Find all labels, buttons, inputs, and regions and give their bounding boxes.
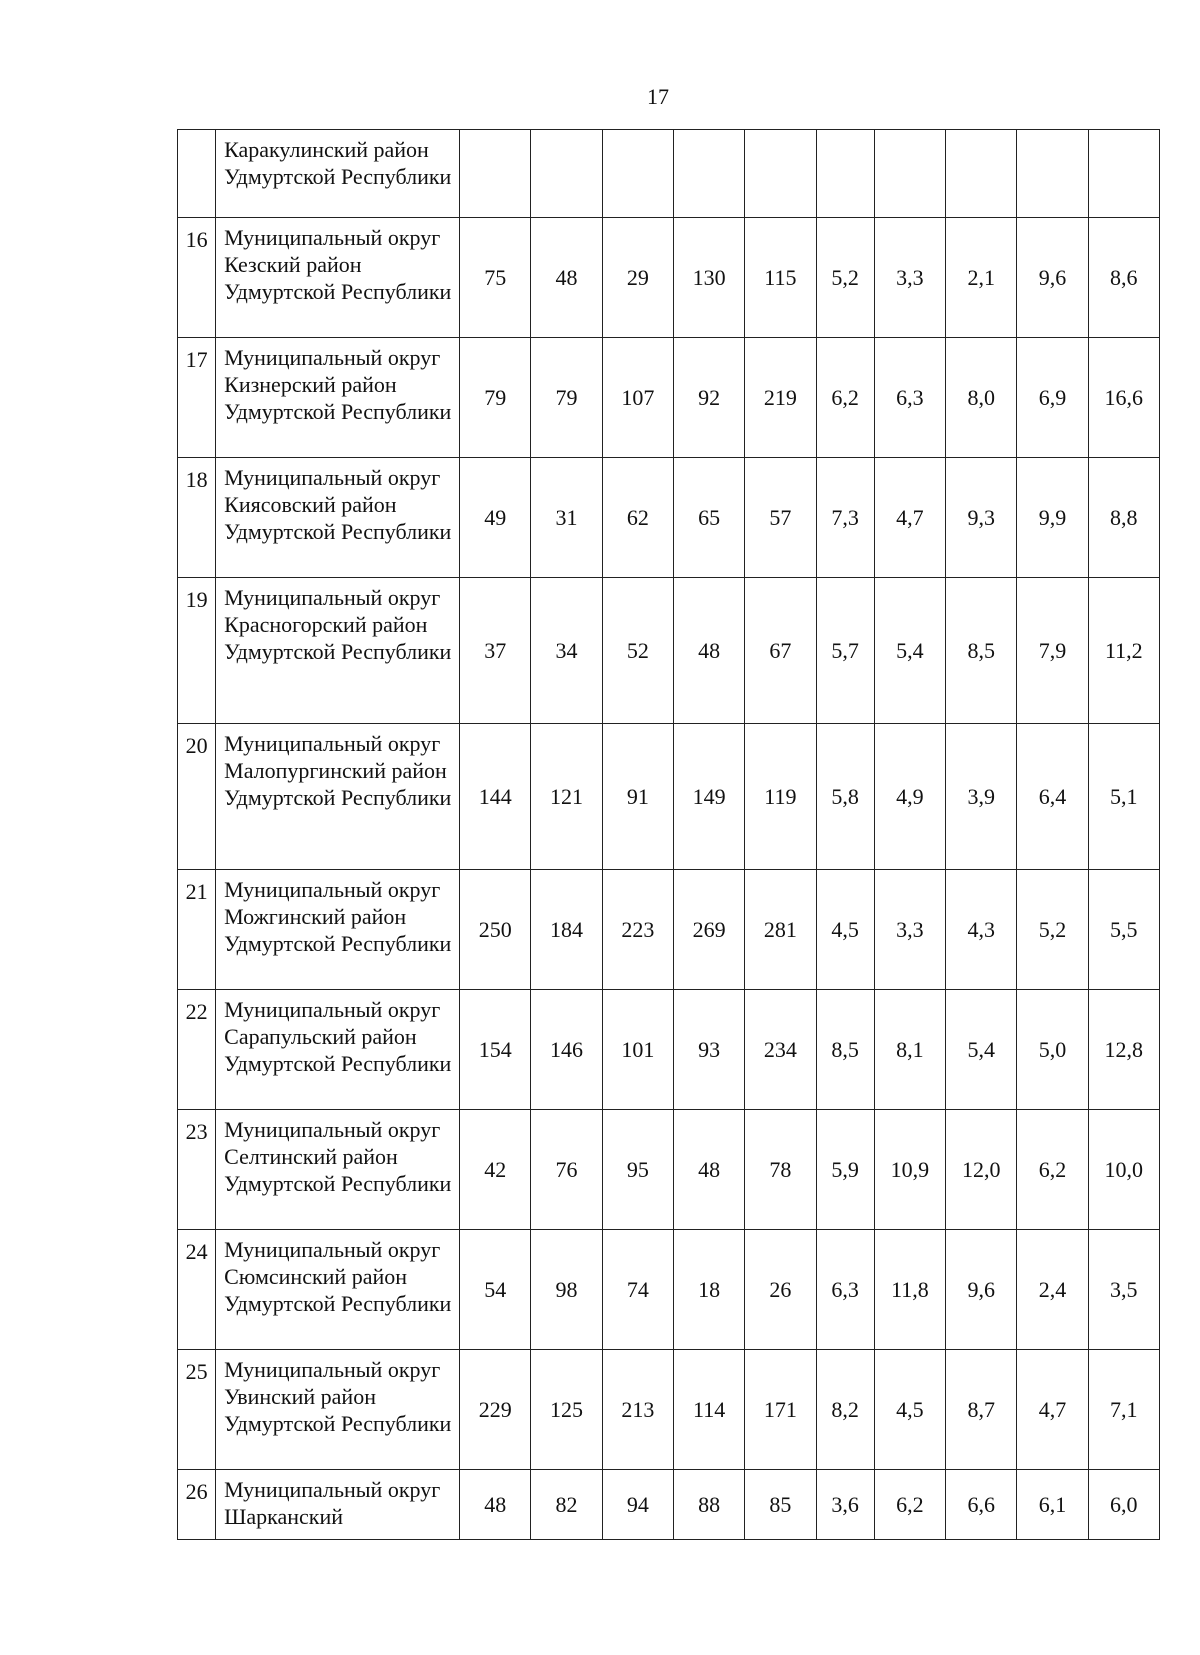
value-cell: 154 — [460, 990, 531, 1110]
value-cell: 3,6 — [816, 1470, 874, 1540]
value-cell: 6,6 — [946, 1470, 1017, 1540]
value-cell: 8,1 — [874, 990, 945, 1110]
value-cell: 5,2 — [1017, 870, 1088, 990]
value-cell — [602, 130, 673, 218]
municipality-name: Муниципальный округ Киясовский район Удмуртской Республики — [216, 458, 460, 578]
value-cell: 11,8 — [874, 1230, 945, 1350]
table-row — [178, 1470, 1160, 1540]
row-number: 20 — [178, 724, 216, 870]
value-cell: 6,3 — [816, 1230, 874, 1350]
value-cell: 107 — [602, 338, 673, 458]
value-cell: 119 — [745, 724, 816, 870]
municipality-name: Муниципальный округ Красногорский район Удмуртской Республики — [216, 578, 460, 724]
table-row — [178, 218, 1160, 338]
value-cell — [1017, 130, 1088, 218]
value-cell: 5,8 — [816, 724, 874, 870]
value-cell: 5,4 — [946, 990, 1017, 1110]
value-cell: 213 — [602, 1350, 673, 1470]
value-cell: 42 — [460, 1110, 531, 1230]
value-cell: 5,0 — [1017, 990, 1088, 1110]
value-cell: 115 — [745, 218, 816, 338]
value-cell: 4,7 — [1017, 1350, 1088, 1470]
value-cell: 4,7 — [874, 458, 945, 578]
value-cell: 85 — [745, 1470, 816, 1540]
value-cell: 4,3 — [946, 870, 1017, 990]
value-cell — [1088, 130, 1159, 218]
value-cell: 57 — [745, 458, 816, 578]
value-cell: 95 — [602, 1110, 673, 1230]
value-cell: 5,7 — [816, 578, 874, 724]
value-cell: 18 — [673, 1230, 744, 1350]
municipality-name: Муниципальный округ Сарапульский район Удмуртской Республики — [216, 990, 460, 1110]
table-row — [178, 458, 1160, 578]
value-cell: 74 — [602, 1230, 673, 1350]
value-cell: 93 — [673, 990, 744, 1110]
value-cell — [531, 130, 602, 218]
value-cell: 6,1 — [1017, 1470, 1088, 1540]
value-cell: 8,7 — [946, 1350, 1017, 1470]
municipality-name: Муниципальный округ Селтинский район Удмуртской Республики — [216, 1110, 460, 1230]
value-cell: 8,5 — [946, 578, 1017, 724]
municipality-name: Муниципальный округ Увинский район Удмуртской Республики — [216, 1350, 460, 1470]
value-cell: 269 — [673, 870, 744, 990]
table-row — [178, 870, 1160, 990]
value-cell: 11,2 — [1088, 578, 1159, 724]
value-cell: 31 — [531, 458, 602, 578]
value-cell: 48 — [673, 578, 744, 724]
value-cell: 91 — [602, 724, 673, 870]
table-row — [178, 1350, 1160, 1470]
value-cell: 5,1 — [1088, 724, 1159, 870]
row-number: 24 — [178, 1230, 216, 1350]
value-cell: 184 — [531, 870, 602, 990]
value-cell: 75 — [460, 218, 531, 338]
value-cell: 8,5 — [816, 990, 874, 1110]
value-cell: 5,4 — [874, 578, 945, 724]
value-cell: 8,0 — [946, 338, 1017, 458]
value-cell: 6,3 — [874, 338, 945, 458]
table-body — [178, 130, 1160, 1540]
value-cell: 6,0 — [1088, 1470, 1159, 1540]
row-number: 19 — [178, 578, 216, 724]
value-cell: 121 — [531, 724, 602, 870]
value-cell: 114 — [673, 1350, 744, 1470]
value-cell: 6,9 — [1017, 338, 1088, 458]
municipality-name: Муниципальный округ Кизнерский район Удмуртской Республики — [216, 338, 460, 458]
value-cell: 62 — [602, 458, 673, 578]
value-cell — [745, 130, 816, 218]
value-cell: 125 — [531, 1350, 602, 1470]
table-row — [178, 1110, 1160, 1230]
value-cell: 48 — [460, 1470, 531, 1540]
value-cell: 3,3 — [874, 218, 945, 338]
row-number: 25 — [178, 1350, 216, 1470]
value-cell: 144 — [460, 724, 531, 870]
value-cell — [460, 130, 531, 218]
value-cell: 5,9 — [816, 1110, 874, 1230]
value-cell: 12,0 — [946, 1110, 1017, 1230]
value-cell: 3,9 — [946, 724, 1017, 870]
value-cell: 9,6 — [946, 1230, 1017, 1350]
table-row — [178, 1230, 1160, 1350]
value-cell: 48 — [673, 1110, 744, 1230]
value-cell: 6,2 — [874, 1470, 945, 1540]
page-number: 17 — [647, 84, 669, 109]
value-cell: 92 — [673, 338, 744, 458]
municipality-name: Муниципальный округ Малопургинский район Удмуртской Республики — [216, 724, 460, 870]
value-cell: 88 — [673, 1470, 744, 1540]
table-row — [178, 130, 1160, 218]
row-number: 22 — [178, 990, 216, 1110]
value-cell: 229 — [460, 1350, 531, 1470]
row-number: 16 — [178, 218, 216, 338]
value-cell: 8,8 — [1088, 458, 1159, 578]
value-cell: 79 — [460, 338, 531, 458]
value-cell: 5,2 — [816, 218, 874, 338]
municipality-name: Каракулинский район Удмуртской Республики — [216, 130, 460, 218]
value-cell: 7,9 — [1017, 578, 1088, 724]
value-cell: 49 — [460, 458, 531, 578]
value-cell: 5,5 — [1088, 870, 1159, 990]
value-cell: 98 — [531, 1230, 602, 1350]
value-cell: 65 — [673, 458, 744, 578]
value-cell: 4,5 — [816, 870, 874, 990]
value-cell: 94 — [602, 1470, 673, 1540]
value-cell: 8,6 — [1088, 218, 1159, 338]
value-cell: 12,8 — [1088, 990, 1159, 1110]
value-cell: 9,6 — [1017, 218, 1088, 338]
value-cell: 6,2 — [1017, 1110, 1088, 1230]
value-cell: 52 — [602, 578, 673, 724]
value-cell: 2,4 — [1017, 1230, 1088, 1350]
row-number — [178, 130, 216, 218]
value-cell: 34 — [531, 578, 602, 724]
value-cell: 223 — [602, 870, 673, 990]
value-cell: 10,9 — [874, 1110, 945, 1230]
value-cell — [946, 130, 1017, 218]
value-cell: 76 — [531, 1110, 602, 1230]
value-cell: 171 — [745, 1350, 816, 1470]
value-cell: 3,3 — [874, 870, 945, 990]
row-number: 26 — [178, 1470, 216, 1540]
row-number: 18 — [178, 458, 216, 578]
municipality-name: Муниципальный округ Шарканский — [216, 1470, 460, 1540]
table-row — [178, 338, 1160, 458]
value-cell: 2,1 — [946, 218, 1017, 338]
value-cell: 10,0 — [1088, 1110, 1159, 1230]
municipality-name: Муниципальный округ Можгинский район Удмуртской Республики — [216, 870, 460, 990]
value-cell: 78 — [745, 1110, 816, 1230]
value-cell: 29 — [602, 218, 673, 338]
value-cell: 16,6 — [1088, 338, 1159, 458]
value-cell — [816, 130, 874, 218]
value-cell: 281 — [745, 870, 816, 990]
value-cell: 4,9 — [874, 724, 945, 870]
value-cell: 48 — [531, 218, 602, 338]
table-row — [178, 578, 1160, 724]
value-cell: 3,5 — [1088, 1230, 1159, 1350]
row-number: 21 — [178, 870, 216, 990]
value-cell: 149 — [673, 724, 744, 870]
value-cell: 101 — [602, 990, 673, 1110]
value-cell: 234 — [745, 990, 816, 1110]
value-cell: 6,4 — [1017, 724, 1088, 870]
row-number: 17 — [178, 338, 216, 458]
value-cell: 82 — [531, 1470, 602, 1540]
value-cell: 6,2 — [816, 338, 874, 458]
table-row — [178, 724, 1160, 870]
value-cell: 4,5 — [874, 1350, 945, 1470]
value-cell: 250 — [460, 870, 531, 990]
value-cell: 130 — [673, 218, 744, 338]
value-cell — [673, 130, 744, 218]
value-cell: 79 — [531, 338, 602, 458]
municipality-name: Муниципальный округ Сюмсинский район Удмуртской Республики — [216, 1230, 460, 1350]
value-cell: 9,9 — [1017, 458, 1088, 578]
value-cell: 7,1 — [1088, 1350, 1159, 1470]
row-number: 23 — [178, 1110, 216, 1230]
value-cell: 26 — [745, 1230, 816, 1350]
value-cell: 7,3 — [816, 458, 874, 578]
table-row — [178, 990, 1160, 1110]
value-cell: 8,2 — [816, 1350, 874, 1470]
value-cell: 54 — [460, 1230, 531, 1350]
value-cell: 67 — [745, 578, 816, 724]
value-cell: 9,3 — [946, 458, 1017, 578]
value-cell: 219 — [745, 338, 816, 458]
value-cell: 37 — [460, 578, 531, 724]
value-cell — [874, 130, 945, 218]
value-cell: 146 — [531, 990, 602, 1110]
municipality-name: Муниципальный округ Кезский район Удмуртской Республики — [216, 218, 460, 338]
data-table — [177, 129, 1160, 1540]
